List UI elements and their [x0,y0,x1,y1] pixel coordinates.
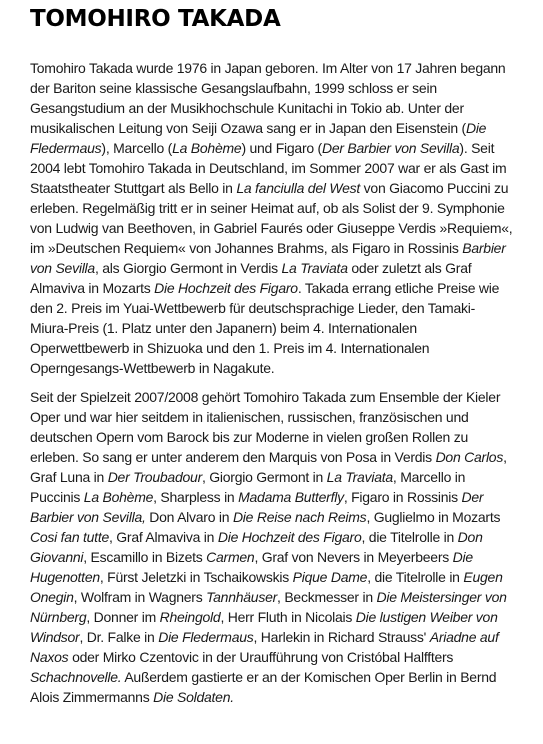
work-title: Barbier von Sevilla [30,240,506,276]
work-title: Die lustigen Weiber von Windsor [30,609,498,645]
work-title: Rheingold [159,609,221,625]
work-title: Der Barbier von Sevilla, [30,489,484,525]
text-run: , Figaro in Rossinis [343,489,462,505]
text-run: , Donner im [86,609,160,625]
text-run: , Wolfram in Wagners [73,589,207,605]
text-run: , Sharpless in [153,489,239,505]
text-run: Don Alvaro in [145,509,233,525]
text-run: oder Mirko Czentovic in der Uraufführung von Cristóbal Halffters [68,649,454,665]
work-title: Ariadne auf Naxos [30,629,499,665]
text-run: , Graf von Nevers in Meyerbeers [254,549,453,565]
work-title: Don Carlos [435,449,504,465]
page-title: TOMOHIRO TAKADA [30,6,281,32]
paragraph [30,387,513,707]
work-title: Tannhäuser [206,589,278,605]
work-title: Die Reise nach Reims [232,509,367,525]
text-run: oder zuletzt als Graf Almaviva in Mozarts [30,260,472,296]
work-title: Carmen [206,549,255,565]
text-run: , Escamillo in Bizets [83,549,207,565]
work-title: Die Soldaten. [153,689,234,705]
text-run: , Beckmesser in [277,589,377,605]
work-title: Die Fledermaus [158,629,254,645]
text-run: , Graf Luna in [30,449,507,485]
text-run: , Marcello in Puccinis [30,469,466,505]
text-run: , Graf Almaviva in [109,529,218,545]
text-run: . Takada errang etliche Preise wie den 2. Preis im Yuai-Wettbewerb für deutschsprachige Lieder, den Tamaki-Miura-Preis (1. Platz unter den Japanern) beim 4. Internationalen Operwettbewerb in Shizuoka und den 1. Preis im 4. Internationalen Operngesangs-Wettbewerb in Nagakute. [30,280,500,376]
text-run: ). Seit 2004 lebt Tomohiro Takada in Deutschland, im Sommer 2007 war er als Gast im Staatstheater Stuttgart als Bello in [30,140,507,196]
text-run: , Herr Fluth in Nicolais [220,609,356,625]
work-title: Der Troubadour [107,469,202,485]
text-run: , Guglielmo in Mozarts [366,509,501,525]
text-run: Tomohiro Takada wurde 1976 in Japan geboren. Im Alter von 17 Jahren begann der Bariton seine klassische Gesangslaufbahn, 1999 schloss er sein Gesangstudium an der Musikhochschule Kunitachi in Tokio ab. Unter der musikalischen Leitung von Seiji Ozawa sang er in Japan den Eisenstein ( [30,60,506,136]
text-run: Seit der Spielzeit 2007/2008 gehört Tomohiro Takada zum Ensemble der Kieler Oper und war hier seitdem in italienischen, russischen, französischen und deutschen Opern vom Barock bis zur Moderne in vielen großen Rollen zu erleben. So sang er unter anderem den Marquis von Posa in Verdis [30,389,501,465]
text-run: , Harlekin in Richard Strauss' [253,629,430,645]
work-title: Cosi fan tutte [30,529,109,545]
work-title: La Bohème [83,489,154,505]
work-title: Die Fledermaus [30,120,487,156]
work-title: Eugen Onegin [30,569,503,605]
work-title: Die Meistersinger von Nürnberg [30,589,507,625]
work-title: Don Giovanni [30,529,483,565]
text-run: Außerdem gastierte er an der Komischen Oper Berlin in Bernd Alois Zimmermanns [30,669,497,705]
work-title: La fanciulla del West [236,180,361,196]
text-run: , die Titelrolle in [361,529,458,545]
text-run: , die Titelrolle in [367,569,464,585]
work-title: La Traviata [281,260,348,276]
work-title: Die Hochzeit des Figaro [154,280,298,296]
text-run: , Giorgio Germont in [201,469,327,485]
text-run: , Dr. Falke in [79,629,159,645]
work-title: La Bohème [172,140,242,156]
paragraph [30,58,513,378]
work-title: Die Hochzeit des Figaro [217,529,362,545]
work-title: Die Hugenotten [30,549,473,585]
text-run: ), Marcello ( [101,140,173,156]
work-title: La Traviata [326,469,393,485]
text-run: , Fürst Jeletzki in Tschaikowskis [99,569,293,585]
biography-text [30,58,513,707]
text-run: ) und Figaro ( [241,140,322,156]
text-run: von Giacomo Puccini zu erleben. Regelmäßig tritt er in seiner Heimat auf, ob als Solist der 9. Symphonie von Ludwig van Beethoven, in Gabriel Faurés oder Giuseppe Verdis »Requiem«, im »Deutschen Requiem« von Johannes Brahms, als Figaro in Rossinis [30,180,513,256]
work-title: Der Barbier von Sevilla [321,140,460,156]
work-title: Schachnovelle. [30,669,122,685]
work-title: Pique Dame [292,569,368,585]
text-run: , als Giorgio Germont in Verdis [94,260,282,276]
work-title: Madama Butterfly [238,489,344,505]
